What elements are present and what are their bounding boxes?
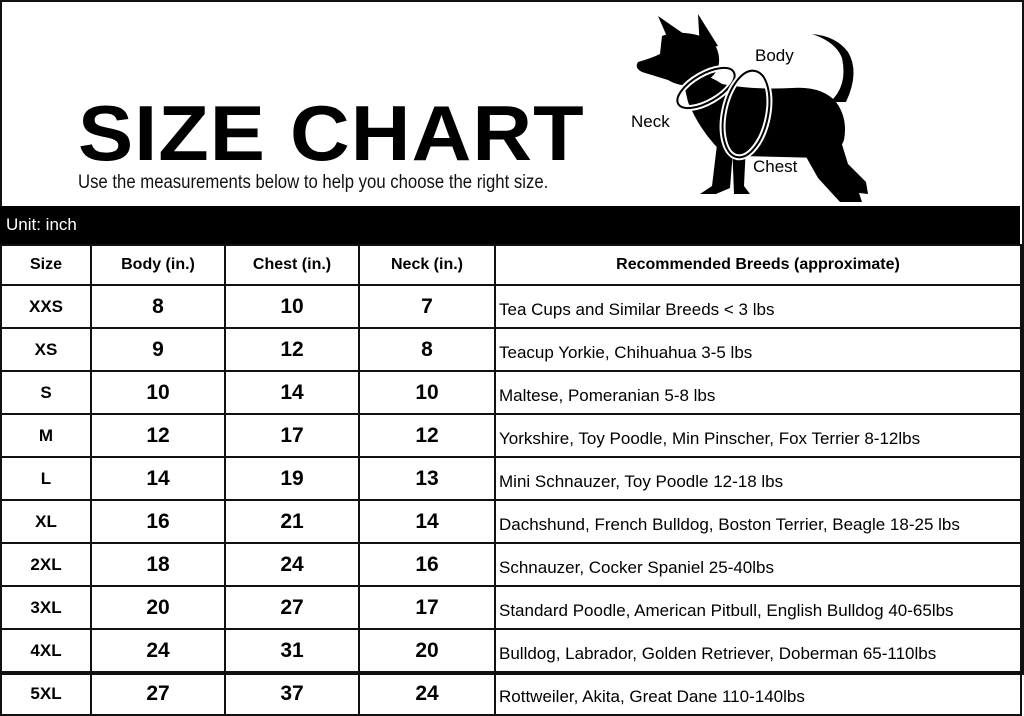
table-row: [1, 328, 1021, 371]
header-body: Body (in.): [91, 245, 225, 285]
body-cell: 10: [91, 371, 225, 414]
chest-cell: 37: [225, 672, 359, 715]
body-cell: 20: [91, 586, 225, 629]
neck-cell: 12: [359, 414, 495, 457]
dog-silhouette-icon: [622, 6, 882, 206]
page-subtitle: Use the measurements below to help you choose the right size.: [78, 172, 549, 193]
size-cell: 4XL: [1, 629, 91, 672]
table-row: [1, 371, 1021, 414]
size-cell: XS: [1, 328, 91, 371]
breeds-cell: Dachshund, French Bulldog, Boston Terrier, Beagle 18-25 lbs: [495, 500, 1021, 543]
body-cell: 27: [91, 672, 225, 715]
chest-cell: 27: [225, 586, 359, 629]
chest-cell: 14: [225, 371, 359, 414]
breeds-cell: Teacup Yorkie, Chihuahua 3-5 lbs: [495, 328, 1021, 371]
table-row: [1, 543, 1021, 586]
body-cell: 24: [91, 629, 225, 672]
table-row: [1, 586, 1021, 629]
size-cell: 5XL: [1, 672, 91, 715]
table-row: [1, 629, 1021, 672]
chest-cell: 17: [225, 414, 359, 457]
table-row: [1, 500, 1021, 543]
chest-cell: 31: [225, 629, 359, 672]
body-cell: 8: [91, 285, 225, 328]
breeds-cell: Rottweiler, Akita, Great Dane 110-140lbs: [495, 672, 1021, 715]
body-cell: 12: [91, 414, 225, 457]
table-row: [1, 457, 1021, 500]
neck-label: Neck: [631, 112, 670, 131]
neck-cell: 20: [359, 629, 495, 672]
neck-cell: 14: [359, 500, 495, 543]
neck-cell: 24: [359, 672, 495, 715]
breeds-cell: Mini Schnauzer, Toy Poodle 12-18 lbs: [495, 457, 1021, 500]
neck-cell: 7: [359, 285, 495, 328]
table-row: [1, 285, 1021, 328]
header-size: Size: [1, 245, 91, 285]
body-cell: 16: [91, 500, 225, 543]
breeds-cell: Tea Cups and Similar Breeds < 3 lbs: [495, 285, 1021, 328]
neck-cell: 16: [359, 543, 495, 586]
breeds-cell: Standard Poodle, American Pitbull, English Bulldog 40-65lbs: [495, 586, 1021, 629]
body-cell: 9: [91, 328, 225, 371]
page-title: SIZE CHART: [78, 89, 585, 177]
breeds-cell: Schnauzer, Cocker Spaniel 25-40lbs: [495, 543, 1021, 586]
body-cell: 18: [91, 543, 225, 586]
chest-label: Chest: [753, 157, 798, 176]
breeds-cell: Maltese, Pomeranian 5-8 lbs: [495, 371, 1021, 414]
header-chest: Chest (in.): [225, 245, 359, 285]
breeds-cell: Bulldog, Labrador, Golden Retriever, Doberman 65-110lbs: [495, 629, 1021, 672]
size-cell: L: [1, 457, 91, 500]
body-cell: 14: [91, 457, 225, 500]
dog-illustration: [622, 6, 882, 206]
table-row: [1, 414, 1021, 457]
size-cell: M: [1, 414, 91, 457]
chest-cell: 19: [225, 457, 359, 500]
size-cell: S: [1, 371, 91, 414]
breeds-cell: Yorkshire, Toy Poodle, Min Pinscher, Fox Terrier 8-12lbs: [495, 414, 1021, 457]
size-cell: XXS: [1, 285, 91, 328]
chest-cell: 12: [225, 328, 359, 371]
size-cell: XL: [1, 500, 91, 543]
header-neck: Neck (in.): [359, 245, 495, 285]
body-label: Body: [755, 46, 794, 65]
header-breeds: Recommended Breeds (approximate): [495, 245, 1021, 285]
neck-cell: 13: [359, 457, 495, 500]
neck-cell: 17: [359, 586, 495, 629]
table-header-row: [1, 245, 1021, 285]
chest-cell: 10: [225, 285, 359, 328]
neck-cell: 8: [359, 328, 495, 371]
size-cell: 2XL: [1, 543, 91, 586]
unit-bar: [0, 206, 1020, 244]
unit-label: Unit: inch: [6, 215, 77, 234]
chest-cell: 21: [225, 500, 359, 543]
size-table: [0, 244, 1022, 716]
table-row: [1, 672, 1021, 715]
neck-cell: 10: [359, 371, 495, 414]
size-cell: 3XL: [1, 586, 91, 629]
chest-cell: 24: [225, 543, 359, 586]
